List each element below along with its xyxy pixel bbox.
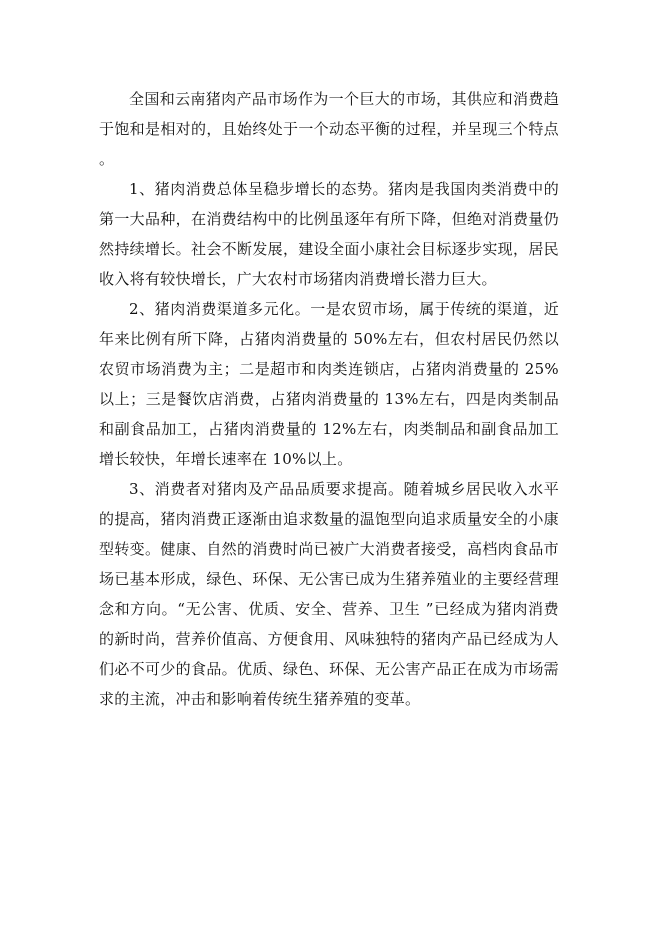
- paragraph-point-1: 1、猪肉消费总体呈稳步增长的态势。猪肉是我国肉类消费中的第一大品种，在消费结构中的比例虽逐年有所下降，但绝对消费量仍然持续增长。社会不断发展，建设全面小康社会目标逐步实现，居民收入将有较快增长，广大农村市场猪肉消费增长潜力巨大。: [99, 180, 559, 288]
- paragraph-point-3: 3、消费者对猪肉及产品品质要求提高。随着城乡居民收入水平的提高，猪肉消费正逐渐由追求数量的温饱型向追求质量安全的小康型转变。健康、自然的消费时尚已被广大消费者接受，高档肉食品市场已基本形成，绿色、环保、无公害已成为生猪养殖业的主要经营理念和方向。“无公害、优质、安全、营养、卫生 ”已经成为猪肉消费的新时尚，营养价值高、方便食用、风味独特的猪肉产品已经成为人们必不可少的食品。优质、绿色、环保、无公害产品正在成为市场需求的主流，冲击和影响着传统生猪养殖的变革。: [99, 480, 559, 708]
- document-body: [99, 84, 559, 714]
- paragraph-point-2: 2、猪肉消费渠道多元化。一是农贸市场，属于传统的渠道，近年来比例有所下降，占猪肉消费量的 50%左右，但农村居民仍然以农贸市场消费为主；二是超市和肉类连锁店，占猪肉消费量的 25%以上；三是餐饮店消费，占猪肉消费量的 13%左右，四是肉类制品和副食品加工，占猪肉消费量的 12%左右，肉类制品和副食品加工增长较快，年增长速率在 10%以上。: [99, 300, 559, 468]
- paragraph-intro: 全国和云南猪肉产品市场作为一个巨大的市场，其供应和消费趋于饱和是相对的，且始终处于一个动态平衡的过程，并呈现三个特点。: [99, 90, 559, 168]
